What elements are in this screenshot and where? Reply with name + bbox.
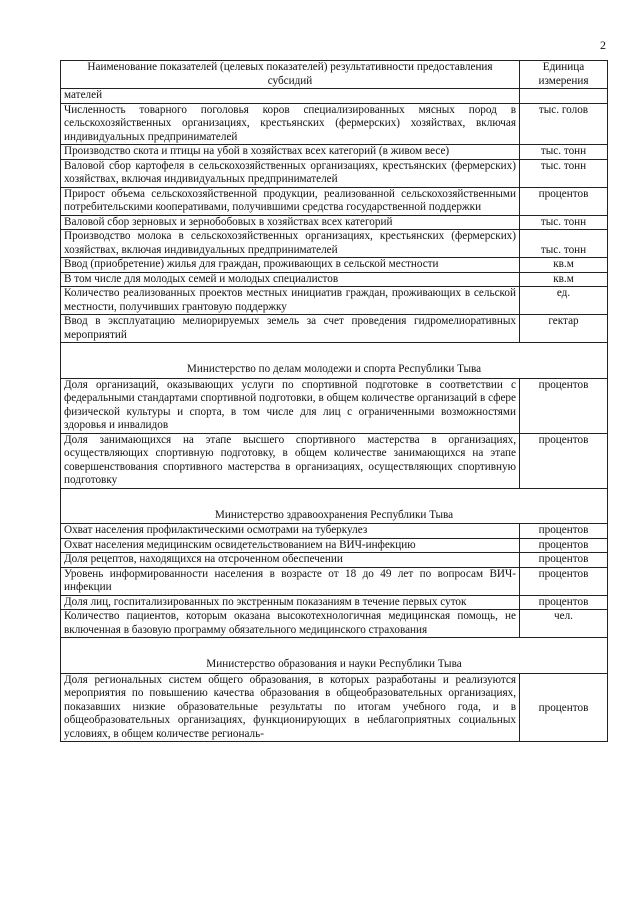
table-row (61, 315, 608, 343)
indicator-name: Прирост объема сельскохозяйственной продукции, реализованной сельскохозяйственными потребительскими кооперативами, получившими средства государственной поддержки (61, 187, 520, 215)
unit-of-measure: тыс. тонн (520, 159, 608, 187)
unit-of-measure: тыс. голов (520, 103, 608, 145)
table-row (61, 433, 608, 488)
table-row (61, 287, 608, 315)
indicator-name: Производство скота и птицы на убой в хозяйствах всех категорий (в живом весе) (61, 145, 520, 160)
table-row (61, 258, 608, 273)
indicator-name: Доля лиц, госпитализированных по экстренным показаниям в течение первых суток (61, 595, 520, 610)
table-row (61, 567, 608, 595)
table-row (61, 673, 608, 742)
unit-of-measure: процентов (520, 673, 608, 742)
table-row (61, 89, 608, 104)
table-row (61, 230, 608, 258)
unit-of-measure: чел. (520, 610, 608, 638)
unit-of-measure: кв.м (520, 272, 608, 287)
indicator-name: Охват населения медицинским освидетельствованием на ВИЧ-инфекцию (61, 538, 520, 553)
table-header-row (61, 61, 608, 89)
table-row (61, 538, 608, 553)
indicators-table (60, 60, 608, 742)
indicator-name: Численность товарного поголовья коров специализированных мясных пород в сельскохозяйственных организациях, крестьянских (фермерских) хозяйствах, включая индивидуальных предпринимателей (61, 103, 520, 145)
indicator-name: Доля организаций, оказывающих услуги по спортивной подготовке в соответствии с федеральными стандартами спортивной подготовки, в общем количестве организаций в сфере физической культуры и спорта, в том числе для лиц с ограниченными возможностями здоровья и инвалидов (61, 378, 520, 433)
unit-of-measure: процентов (520, 378, 608, 433)
indicator-name: Валовой сбор зерновых и зернобобовых в хозяйствах всех категорий (61, 215, 520, 230)
section-title: Министерство образования и науки Республики Тыва (61, 638, 608, 674)
table-row (61, 103, 608, 145)
table-row (61, 610, 608, 638)
indicator-name: В том числе для молодых семей и молодых специалистов (61, 272, 520, 287)
unit-of-measure: тыс. тонн (520, 145, 608, 160)
section-title: Министерство по делам молодежи и спорта Республики Тыва (61, 343, 608, 379)
table-row (61, 272, 608, 287)
section-title: Министерство здравоохранения Республики Тыва (61, 488, 608, 524)
table-row (61, 187, 608, 215)
indicator-name: Охват населения профилактическими осмотрами на туберкулез (61, 524, 520, 539)
table-row (61, 215, 608, 230)
unit-of-measure: процентов (520, 524, 608, 539)
unit-of-measure: процентов (520, 595, 608, 610)
indicator-name: Ввод в эксплуатацию мелиорируемых земель за счет проведения гидромелиоративных мероприятий (61, 315, 520, 343)
table-row (61, 159, 608, 187)
table-row (61, 524, 608, 539)
indicator-name: Производство молока в сельскохозяйственных организациях, крестьянских (фермерских) хозяйствах, включая индивидуальных предпринимателей (61, 230, 520, 258)
unit-of-measure: процентов (520, 553, 608, 568)
unit-of-measure: гектар (520, 315, 608, 343)
page-number: 2 (600, 38, 606, 52)
indicator-name: Количество пациентов, которым оказана высокотехнологичная медицинская помощь, не включенная в базовую программу обязательного медицинского страхования (61, 610, 520, 638)
unit-of-measure: кв.м (520, 258, 608, 273)
indicator-name: мателей (61, 89, 520, 104)
table-row (61, 378, 608, 433)
unit-of-measure: тыс. тонн (520, 215, 608, 230)
section-header-row (61, 343, 608, 379)
unit-of-measure: тыс. тонн (520, 230, 608, 258)
unit-of-measure: процентов (520, 433, 608, 488)
section-header-row (61, 488, 608, 524)
indicator-name: Уровень информированности населения в возрасте от 18 до 49 лет по вопросам ВИЧ-инфекции (61, 567, 520, 595)
table-body (61, 89, 608, 742)
unit-of-measure: процентов (520, 187, 608, 215)
table-row (61, 595, 608, 610)
header-unit: Единица измерения (520, 61, 608, 89)
table-row (61, 553, 608, 568)
table-row (61, 145, 608, 160)
unit-of-measure: ед. (520, 287, 608, 315)
unit-of-measure: процентов (520, 538, 608, 553)
section-header-row (61, 638, 608, 674)
indicator-name: Доля занимающихся на этапе высшего спортивного мастерства в организациях, осуществляющих спортивную подготовку, в общем количестве занимающихся на этапе совершенствования спортивного мастерства в организациях, осуществляющих спортивную подготовку (61, 433, 520, 488)
indicator-name: Доля рецептов, находящихся на отсроченном обеспечении (61, 553, 520, 568)
indicator-name: Доля региональных систем общего образования, в которых разработаны и реализуются мероприятия по повышению качества образования в общеобразовательных организациях, показавших низкие образовательные результаты по итогам учебного года, и в общеобразовательных организациях, функционирующих в неблагоприятных социальных условиях, в общем количестве региональ- (61, 673, 520, 742)
indicator-name: Количество реализованных проектов местных инициатив граждан, проживающих в сельской местности, получивших грантовую поддержку (61, 287, 520, 315)
unit-of-measure: процентов (520, 567, 608, 595)
indicator-name: Валовой сбор картофеля в сельскохозяйственных организациях, крестьянских (фермерских) хозяйствах, включая индивидуальных предпринимателей (61, 159, 520, 187)
header-indicator-name: Наименование показателей (целевых показателей) результативности предоставления субсидий (61, 61, 520, 89)
unit-of-measure (520, 89, 608, 104)
indicator-name: Ввод (приобретение) жилья для граждан, проживающих в сельской местности (61, 258, 520, 273)
